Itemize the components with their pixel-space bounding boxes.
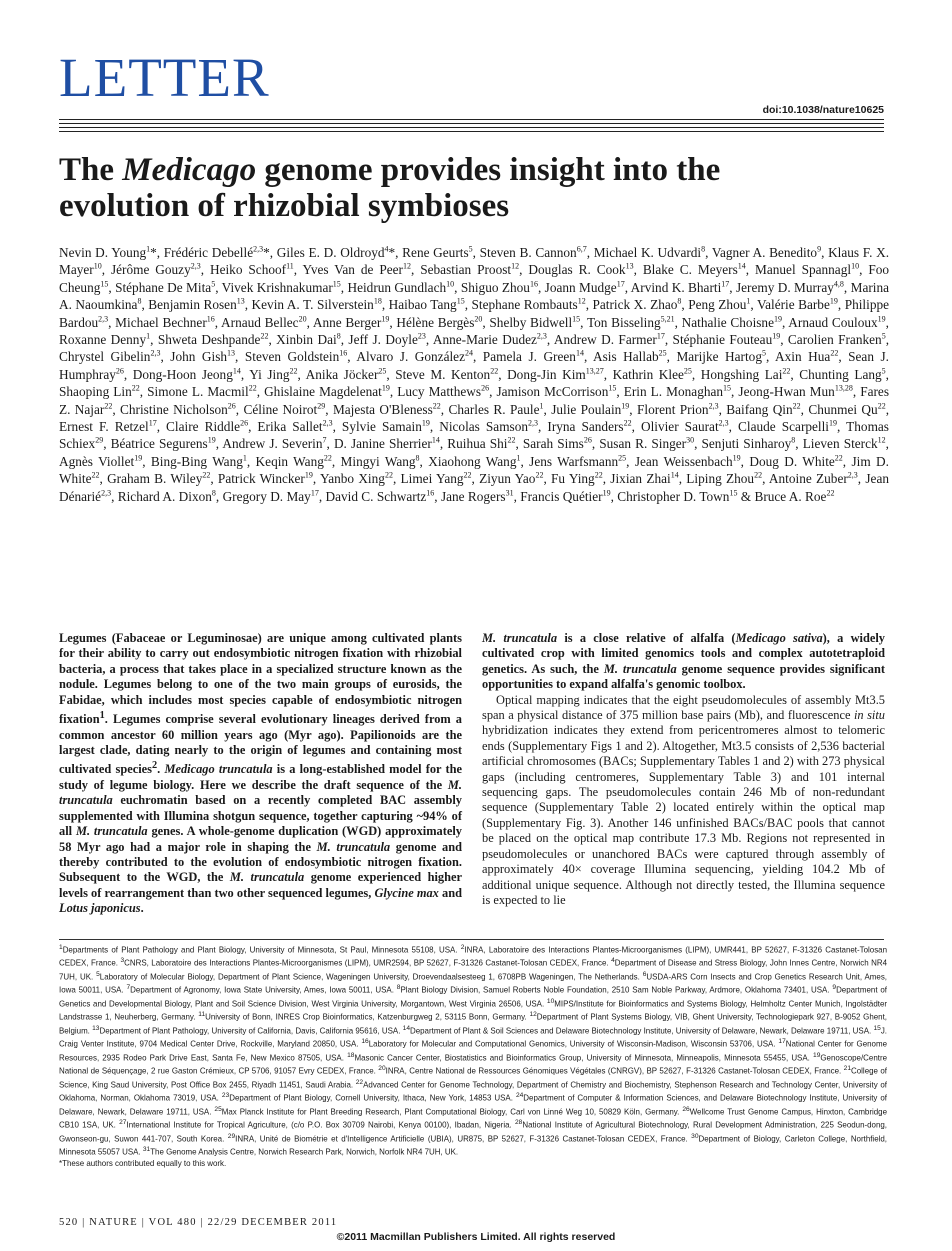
body-column — [482, 631, 885, 908]
author-list: Nevin D. Young$^1$*, Frédéric Debellé$^{2,3}$*, Giles E. D. Oldroyd$^4$*, Rene Geurts$^5$, Steven B. Cannon$^{6,7}$, Michael K. Udvardi$^8$, Vagner A. Benedito$^9$, Klaus F. X. Mayer$^{10}$, Jérôme Gouzy$^{2,3}$, Heiko Schoof$^{11}$, Yves Van de Peer$^{12}$, Sebastian Proost$^{12}$, Douglas R. Cook$^{13}$, Blake C. Meyers$^{14}$, Manuel Spannagl$^{10}$, Foo Cheung$^{15}$, Stéphane De Mita$^5$, Vivek Krishnakumar$^{15}$, Heidrun Gundlach$^{10}$, Shiguo Zhou$^{16}$, Joann Mudge$^{17}$, Arvind K. Bharti$^{17}$, Jeremy D. Murray$^{4,8}$, Marina A. Naoumkina$^8$, Benjamin Rosen$^{13}$, Kevin A. T. Silverstein$^{18}$, Haibao Tang$^{15}$, Stephane Rombauts$^{12}$, Patrick X. Zhao$^8$, Peng Zhou$^1$, Valérie Barbe$^{19}$, Philippe Bardou$^{2,3}$, Michael Bechner$^{16}$, Arnaud Bellec$^{20}$, Anne Berger$^{19}$, Hélène Bergès$^{20}$, Shelby Bidwell$^{15}$, Ton Bisseling$^{5,21}$, Nathalie Choisne$^{19}$, Arnaud Couloux$^{19}$, Roxanne Denny$^1$, Shweta Deshpande$^{22}$, Xinbin Dai$^8$, Jeff J. Doyle$^{23}$, Anne-Marie Dudez$^{2,3}$, Andrew D. Farmer$^{17}$, Stéphanie Fouteau$^{19}$, Carolien Franken$^5$, Chrystel Gibelin$^{2,3}$, John Gish$^{13}$, Steven Goldstein$^{16}$, Alvaro J. González$^{24}$, Pamela J. Green$^{14}$, Asis Hallab$^{25}$, Marijke Hartog$^5$, Axin Hua$^{22}$, Sean J. Humphray$^{26}$, Dong-Hoon Jeong$^{14}$, Yi Jing$^{22}$, Anika Jöcker$^{25}$, Steve M. Kenton$^{22}$, Dong-Jin Kim$^{13,27}$, Kathrin Klee$^{25}$, Hongshing Lai$^{22}$, Chunting Lang$^5$, Shaoping Lin$^{22}$, Simone L. Macmil$^{22}$, Ghislaine Magdelenat$^{19}$, Lucy Matthews$^{26}$, Jamison McCorrison$^{15}$, Erin L. Monaghan$^{15}$, Jeong-Hwan Mun$^{13,28}$, Fares Z. Najar$^{22}$, Christine Nicholson$^{26}$, Céline Noirot$^{29}$, Majesta O'Bleness$^{22}$, Charles R. Paule$^1$, Julie Poulain$^{19}$, Florent Prion$^{2,3}$, Baifang Qin$^{22}$, Chunmei Qu$^{22}$, Ernest F. Retzel$^{17}$, Claire Riddle$^{26}$, Erika Sallet$^{2,3}$, Sylvie Samain$^{19}$, Nicolas Samson$^{2,3}$, Iryna Sanders$^{22}$, Olivier Saurat$^{2,3}$, Claude Scarpelli$^{19}$, Thomas Schiex$^{29}$, Béatrice Segurens$^{19}$, Andrew J. Severin$^7$, D. Janine Sherrier$^{14}$, Ruihua Shi$^{22}$, Sarah Sims$^{26}$, Susan R. Singer$^{30}$, Senjuti Sinharoy$^8$, Lieven Sterck$^{12}$, Agnès Viollet$^{19}$, Bing-Bing Wang$^1$, Keqin Wang$^{22}$, Mingyi Wang$^8$, Xiaohong Wang$^1$, Jens Warfsmann$^{25}$, Jean Weissenbach$^{19}$, Doug D. White$^{22}$, Jim D. White$^{22}$, Graham B. Wiley$^{22}$, Patrick Wincker$^{19}$, Yanbo Xing$^{22}$, Limei Yang$^{22}$, Ziyun Yao$^{22}$, Fu Ying$^{22}$, Jixian Zhai$^{14}$, Liping Zhou$^{22}$, Antoine Zuber$^{2,3}$, Jean Dénarié$^{2,3}$, Richard A. Dixon$^8$, Gregory D. May$^{17}$, David C. Schwartz$^{16}$, Jane Rogers$^{31}$, Francis Quétier$^{19}$, Christopher D. Town$^{15}$ & Bruce A. Roe$^{22}$ — [59, 244, 890, 504]
title-part1: The — [59, 152, 123, 188]
footnote-rule — [59, 939, 884, 940]
header-rule-3 — [59, 127, 884, 128]
header-rule-2 — [59, 123, 884, 124]
doi-label[interactable]: doi:10.1038/nature10625 — [762, 104, 884, 116]
title-part2: genome provides insight into the — [256, 152, 721, 188]
abstract-paragraph: Legumes (Fabaceae or Leguminosae) are unique among cultivated plants for their ability to carry out endosymbiotic nitrogen fixation with rhizobial bacteria, a process that takes place in a specialized structure known as the nodule. Legumes belong to one of the two main groups of eurosids, the Fabidae, which includes most species capable of endosymbiotic nitrogen fixation$^1$. Legumes comprise several evolutionary lineages derived from a common ancestor 60 million years ago (Myr ago). Papilionoids are the largest clade, dating nearly to the origin of legumes and containing most cultivated species$^2$. Medicago truncatula is a long-established model for the study of legume biology. Here we describe the draft sequence of the M. truncatula euchromatin based on a recently completed BAC assembly supplemented with Illumina shotgun sequence, together capturing ~94% of all M. truncatula genes. A whole-genome duplication (WGD) approximately 58 Myr ago had a major role in shaping the M. truncatula genome and thereby contributed to the evolution of endosymbiotic nitrogen fixation. Subsequent to the WGD, the M. truncatula genome experienced higher levels of rearrangement than two other sequenced legumes, Glycine max and Lotus japonicus. — [59, 631, 463, 916]
body-paragraph-1: M. truncatula is a close relative of alfalfa (Medicago sativa), a widely cultivated crop with limited genomics tools and complex autotetraploid genetics. As such, the M. truncatula genome sequence provides significant opportunities to expand alfalfa's genomic toolbox. — [482, 631, 885, 692]
header-rule-4 — [59, 131, 884, 132]
header-rule-1 — [59, 119, 884, 120]
title-line2: evolution of rhizobial symbioses — [59, 188, 510, 224]
section-label: LETTER — [59, 47, 270, 108]
abstract-column — [59, 631, 462, 917]
affiliations-footnote: $^1$Departments of Plant Pathology and Plant Biology, University of Minnesota, St Paul, Minnesota 55108, USA. $^2$INRA, Laboratoire des Interactions Plantes-Microorganismes (LIPM), UMR441, BP 52627, F-31326 Castanet-Tolosan CEDEX, France. $^3$CNRS, Laboratoire des Interactions Plantes-Microorganismes (LIPM), UMR2594, BP 52627, F-31326 Castanet-Tolosan CEDEX, France. $^4$Department of Disease and Stress Biology, John Innes Centre, Norwich NR4 7UH, UK. $^5$Laboratory of Molecular Biology, Department of Plant Science, Wageningen University, Droevendaalsesteeg 1, 6708PB Wageningen, The Netherlands. $^6$USDA-ARS Corn Insects and Crop Genetics Research Unit, Ames, Iowa 50011, USA. $^7$Department of Agronomy, Iowa State University, Ames, Iowa 50011, USA. $^8$Plant Biology Division, Samuel Roberts Noble Foundation, 2510 Sam Noble Parkway, Ardmore, Oklahoma 73401, USA. $^9$Department of Genetics and Developmental Biology, Plant and Soil Science Division, West Virginia University, Morgantown, West Virginia 26506, USA. $^{10}$MIPS/Institute for Bioinformatics and Systems Biology, Helmholtz Center Munich, Ingolstädter Landstrasse 1, Neuherberg, Germany. $^{11}$University of Bonn, INRES Crop Bioinformatics, Katzenburgweg 2, 53115 Bonn, Germany. $^{12}$Department of Plant Systems Biology, VIB, Ghent University, Technologiepark 927, B-9052 Ghent, Belgium. $^{13}$Department of Plant Pathology, University of California, Davis, California 95616, USA. $^{14}$Department of Plant & Soil Sciences and Delaware Biotechnology Institute, University of Delaware, Newark, Delaware 19711, USA. $^{15}$J. Craig Venter Institute, 9704 Medical Center Drive, Rockville, Maryland 20850, USA. $^{16}$Laboratory for Molecular and Computational Genomics, University of Wisconsin-Madison, Wisconsin 53706, USA. $^{17}$National Center for Genome Resources, 2935 Rodeo Park Drive East, Santa Fe, New Mexico 87505, USA. $^{18}$Masonic Cancer Center, Biostatistics and Bioinformatics Group, University of Minnesota, Minneapolis, Minnesota 55455, USA. $^{19}$Genoscope/Centre National de Séquençage, 2 rue Gaston Crémieux, CP 5706, 91057 Evry CEDEX, France. $^{20}$INRA, Centre National de Ressources Génomiques Végétales (CNRGV), BP 52627, F-31326 Castanet-Tolosan CEDEX, France. $^{21}$College of Science, King Saud University, Post Office Box 2455, Riyadh 11451, Saudi Arabia. $^{22}$Advanced Center for Genome Technology, Department of Chemistry and Biochemistry, Stephenson Research and Technology Center, University of Oklahoma, Norman, Oklahoma 73019, USA. $^{23}$Department of Plant Biology, Cornell University, Ithaca, New York, 14853 USA. $^{24}$Department of Computer & Information Sciences, and Delaware Biotechnology Institute, University of Delaware, Newark, Delaware 19711, USA. $^{25}$Max Planck Institute for Plant Breeding Research, Plant Computational Biology, Carl von Linné Weg 10, 50829 Köln, Germany. $^{26}$Wellcome Trust Genome Campus, Hinxton, Cambridge CB10 1SA, UK. $^{27}$International Institute for Tropical Agriculture, (c/o P.O. Box 30709 Nairobi, Kenya 00100), Ibadan, Nigeria. $^{28}$National Institute of Agricultural Biotechnology, Rural Development Administration, 225 Seodun-dong, Gwonseon-gu, Suwon 441-707, South Korea. $^{29}$INRA, Unité de Biométrie et d'Intelligence Artificielle (UBIA), UR875, BP 52627, F-31326 Castanet-Tolosan CEDEX, France. $^{30}$Department of Biology, Carleton College, Northfield, Minnesota 55057 USA. $^{31}$The Genome Analysis Centre, Norwich Research Park, Norwich, Norfolk NR4 7UH, UK. *These authors contributed equally to this work. — [59, 944, 888, 1168]
article-title — [59, 152, 889, 224]
title-italic: Medicago — [122, 152, 257, 188]
copyright-notice: ©2011 Macmillan Publishers Limited. All rights reserved — [336, 1231, 616, 1243]
page-folio: 520 | NATURE | VOL 480 | 22/29 DECEMBER 2011 — [59, 1217, 338, 1228]
body-paragraph-2: Optical mapping indicates that the eight pseudomolecules of assembly Mt3.5 span a physical distance of 375 million base pairs (Mb), and fluorescence in situ hybridization indicates they extend from pericentromeres almost to telomeric ends (Supplementary Figs 1 and 2). Altogether, Mt3.5 consists of 2,536 bacterial artificial chromosomes (BACs; Supplementary Tables 1 and 2) with 273 physical gaps (including centromeres, Supplementary Table 3) and 101 internal sequencing gaps. The pseudomolecules contain 246 Mb of non-redundant sequence (Supplementary Table 2) located entirely within the optical map (Supplementary Fig. 3). Another 146 unfinished BACs/BAC pools that cannot be placed on the optical map contribute 17.3 Mb. Regions not represented in pseudomolecules or unanchored BACs were captured through assembly of approximately 40× coverage Illumina sequencing, yielding 104.2 Mb of additional unique sequence. Although not directly tested, the Illumina sequence is expected to lie — [482, 692, 885, 907]
